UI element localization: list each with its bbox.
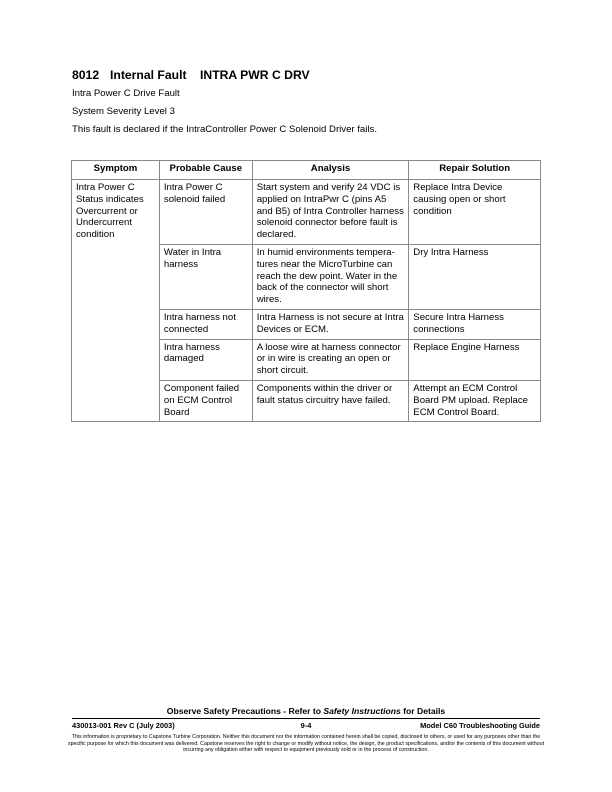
troubleshooting-table [71, 160, 541, 422]
footer-divider [72, 718, 540, 719]
repair-cell: Replace Engine Harness [409, 339, 541, 380]
header-symptom: Symptom [72, 161, 160, 180]
table-header-row [72, 161, 541, 180]
guide-title: Model C60 Troubleshooting Guide [420, 721, 540, 730]
repair-cell: Attempt an ECM Control Board PM upload. Replace ECM Control Board. [409, 380, 541, 421]
proprietary-notice: This information is proprietary to Capstone Turbine Corporation. Neither this document nor the information contained herein shall be copied, disclosed to others, or used for any purposes other than the specific purpose for which this document was delivered. Capstone reserves the right to change or modify without notice, the design, the product specifications, and/or the contents of this document without incurring any obligation either with respect to equipment previously sold or in the process of construction. [67, 734, 545, 754]
cause-cell: Intra harness not connected [159, 309, 252, 339]
fault-name: INTRA PWR C DRV [200, 68, 310, 82]
repair-cell: Dry Intra Harness [409, 244, 541, 309]
fault-code: 8012 [72, 68, 100, 82]
cause-cell: Intra Power C solenoid failed [159, 180, 252, 245]
safety-notice [0, 706, 612, 716]
table-row [72, 180, 541, 245]
header-probable-cause: Probable Cause [159, 161, 252, 180]
fault-type: Internal Fault [110, 68, 187, 82]
analysis-cell: Intra Harness is not secure at Intra Devices or ECM. [252, 309, 409, 339]
document-number: 430013-001 Rev C (July 2003) [72, 721, 175, 730]
analysis-cell: Start system and verify 24 VDC is applied on IntraPwr C (pins A5 and B5) of Intra Controller harness solenoid connector before fault is declared. [252, 180, 409, 245]
cause-cell: Intra harness damaged [159, 339, 252, 380]
analysis-cell: A loose wire at harness connector or in wire is creating an open or short circuit. [252, 339, 409, 380]
safety-prefix: Observe Safety Precautions - Refer to [166, 706, 324, 716]
header-analysis: Analysis [252, 161, 409, 180]
header-repair-solution: Repair Solution [409, 161, 541, 180]
cause-cell: Water in Intra harness [159, 244, 252, 309]
fault-title: Intra Power C Drive Fault [72, 88, 180, 99]
repair-cell: Replace Intra Device causing open or short condition [409, 180, 541, 245]
page-number: 9-4 [300, 721, 312, 730]
fault-description: This fault is declared if the IntraController Power C Solenoid Driver fails. [72, 124, 377, 135]
analysis-cell: Components within the driver or fault status circuitry have failed. [252, 380, 409, 421]
analysis-cell: In humid environments tempera-tures near the MicroTurbine can reach the dew point. Water in the back of the connector will short wires. [252, 244, 409, 309]
safety-suffix: for Details [400, 706, 446, 716]
cause-cell: Component failed on ECM Control Board [159, 380, 252, 421]
safety-instructions-reference: Safety Instructions [323, 706, 401, 716]
symptom-cell: Intra Power C Status indicates Overcurrent or Undercurrent condition [72, 180, 160, 422]
repair-cell: Secure Intra Harness connections [409, 309, 541, 339]
fault-heading [72, 68, 310, 82]
severity-level: System Severity Level 3 [72, 106, 175, 117]
